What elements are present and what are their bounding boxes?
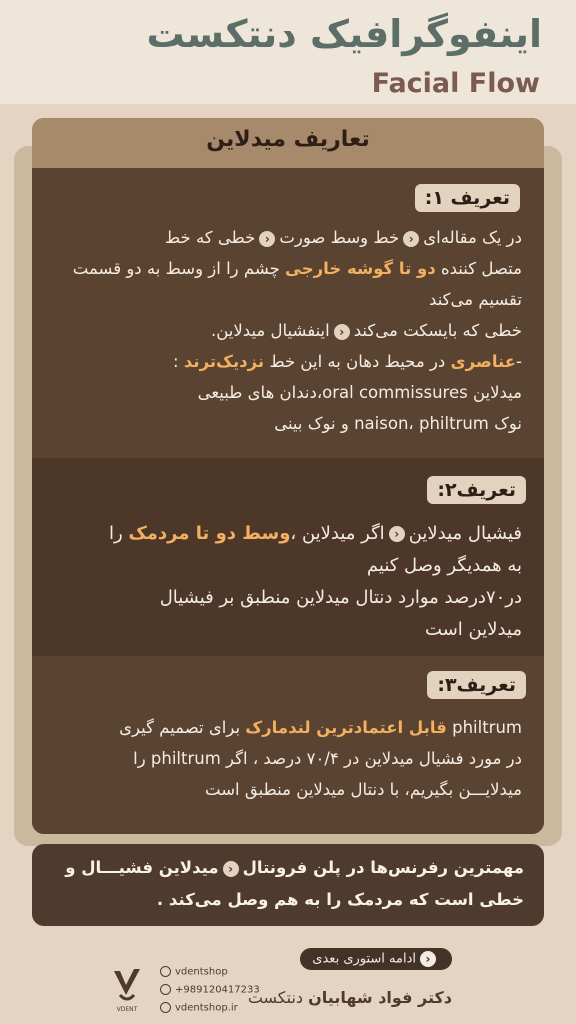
definition-2-badge: تعریف۲:: [427, 476, 526, 504]
highlight-text: وسط دو تا مردمک: [128, 523, 291, 544]
definition-3-line-3: میدلایـــن بگیریم، با دنتال میدلاین منطبق است: [205, 780, 522, 799]
brand-name: دکتر فواد شهابیان: [308, 988, 452, 1007]
definition-1-line-5: [40, 346, 522, 377]
card-header: [32, 118, 544, 168]
website-url: vdentshop.ir: [175, 1002, 238, 1014]
text: مهمترین رفرنس‌ها در پلن فرونتال: [242, 858, 524, 877]
summary-line-2: خطی است که مردمک را به هم وصل می‌کند .: [156, 890, 524, 909]
definition-3-body: [40, 712, 522, 805]
text: میدلاین فشیـــال و: [65, 858, 219, 877]
telegram-handle: vdentshop: [175, 966, 228, 978]
definition-2-line-2: به همدیگر وصل کنیم: [366, 555, 522, 576]
telegram-contact[interactable]: [160, 966, 228, 978]
logo-text: VDENT: [116, 1006, 138, 1013]
chevron-left-icon: ‹: [403, 231, 419, 247]
definition-2-line-3: در۷۰درصد موارد دنتال میدلاین منطبق بر فیشیال: [159, 587, 522, 608]
phone-number: +989120417233: [175, 984, 260, 996]
vdent-logo: [110, 965, 144, 1013]
text: متصل کننده: [441, 259, 522, 278]
definition-3-badge: تعریف۳:: [427, 671, 526, 699]
definition-3-line-2: در مورد فشیال میدلاین در ۷۰/۴ درصد ، اگر philtrum را: [133, 749, 522, 768]
text: برای تصمیم گیری: [119, 718, 246, 737]
next-story-label: ادامه استوری بعدی: [312, 951, 416, 967]
text: اینفشیال میدلاین.: [210, 321, 330, 340]
definition-1-badge: تعریف ۱:: [415, 184, 520, 212]
text: در یک مقاله‌ای: [423, 228, 522, 247]
highlight-text: قابل اعتمادترین لندمارک: [245, 718, 447, 737]
whatsapp-icon: [160, 984, 171, 995]
highlight-text: نزدیک‌ترند: [183, 352, 265, 371]
highlight-text: عناصری: [450, 352, 517, 371]
definition-1-line-7: نوک naison، philtrum و نوک بینی: [274, 414, 522, 433]
text: را: [108, 523, 129, 544]
globe-icon: [160, 1002, 171, 1013]
definition-2-body: [40, 518, 522, 646]
chevron-left-icon: ‹: [223, 861, 239, 877]
highlight-text: دو تا گوشه خارجی: [285, 259, 436, 278]
definition-2-line-4: میدلاین است: [425, 619, 522, 640]
definition-1-line-4: [40, 315, 522, 346]
text: -: [516, 352, 522, 371]
definition-1-body: [40, 222, 522, 439]
card-title: تعاریف میدلاین: [206, 127, 370, 152]
chevron-left-icon: ‹: [259, 231, 275, 247]
telegram-icon: [160, 966, 171, 977]
text: اگر میدلاین ،: [290, 523, 385, 544]
text: چشم را از وسط به دو قسمت: [72, 259, 280, 278]
chevron-left-icon: ‹: [389, 526, 405, 542]
page-subtitle: Facial Flow: [371, 68, 540, 99]
phone-contact[interactable]: [160, 984, 260, 996]
summary-text: [46, 852, 524, 916]
text: خط وسط صورت: [279, 228, 400, 247]
definition-1-line-2: [40, 253, 522, 284]
definition-1-line-3: تقسیم می‌کند: [429, 290, 522, 309]
definition-3-line-1: [40, 712, 522, 743]
summary-line-1: [46, 852, 524, 884]
chevron-left-icon: ‹: [334, 324, 350, 340]
page-title: اینفوگرافیک دنتکست: [146, 12, 542, 56]
text: خطی که بایسکت می‌کند: [353, 321, 522, 340]
text: فیشیال میدلاین: [408, 523, 522, 544]
definition-2-line-1: [40, 518, 522, 550]
text: خطی که خط: [164, 228, 256, 247]
text: philtrum: [446, 718, 522, 737]
text: :: [173, 352, 184, 371]
chevron-left-icon: ‹: [420, 951, 436, 967]
brand-signature: [248, 988, 452, 1007]
website-contact[interactable]: [160, 1002, 238, 1014]
brand-prefix: دنتکست: [247, 988, 304, 1007]
definition-1-line-1: [40, 222, 522, 253]
text: در محیط دهان به این خط: [269, 352, 446, 371]
next-story-button[interactable]: [300, 948, 452, 970]
definition-1-line-6: میدلاین oral commissures،دندان های طبیعی: [197, 383, 522, 402]
